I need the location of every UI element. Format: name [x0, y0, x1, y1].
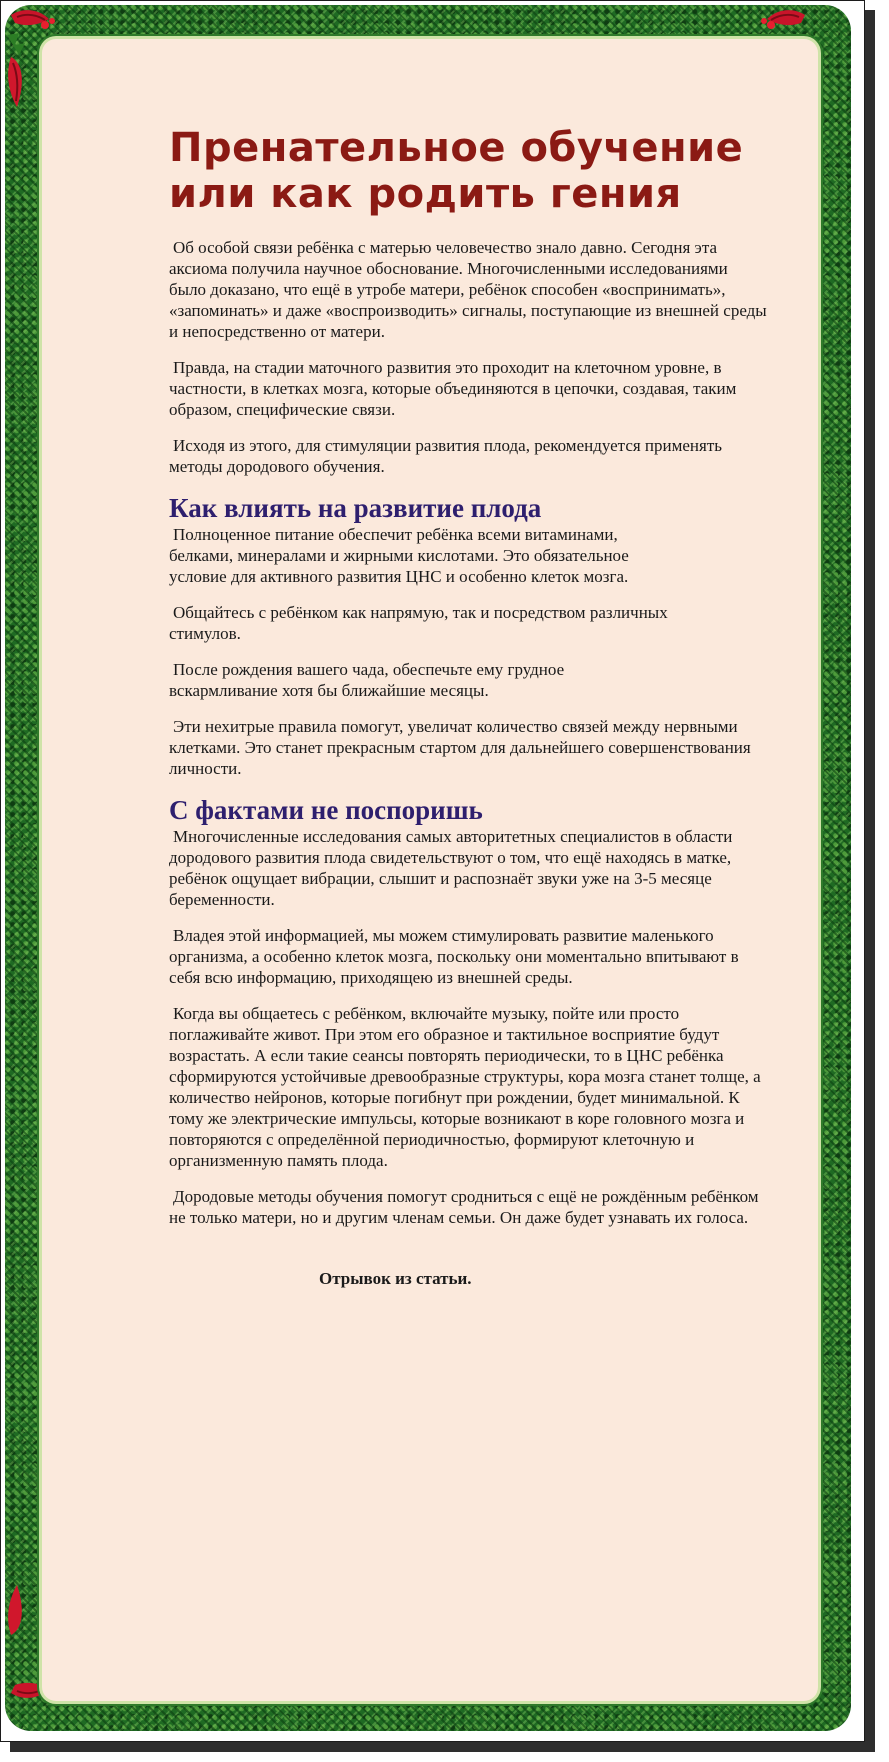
tip-item: Общайтесь с ребёнком как напрямую, так и посредством различных стимулов. — [169, 603, 668, 643]
section-heading: С фактами не поспоришь — [169, 795, 483, 825]
body-paragraph: Многочисленные исследования самых авторитетных специалистов в области дородового развития плода свидетельствуют о том, что ещё находясь в матке, ребёнок ощущает вибрации, слышит и распознаёт звуки уже на 3-5 месяце беременности. — [169, 827, 733, 909]
source-note: Отрывок из статьи. — [319, 1269, 472, 1288]
body-paragraph: Владея этой информацией, мы можем стимулировать развитие маленького организма, а особенно клеток мозга, поскольку они моментально впитывают в себя всю информацию, приходящею из внешней среды. — [169, 926, 739, 987]
intro-paragraph: Об особой связи ребёнка с матерью человечество знало давно. Сегодня эта аксиома получила научное обоснование. Многочисленными исследованиями было доказано, что ещё в утробе матери, ребёнок способен «воспринимать», «запоминать» и даже «воспроизводить» сигналы, поступающие из внешней среды и непосредственно от матери. — [169, 238, 767, 341]
intro-paragraph: Правда, на стадии маточного развития это проходит на клеточном уровне, в частности, в клетках мозга, которые объединяются в цепочки, создавая, таким образом, специфические связи. — [169, 358, 737, 419]
holly-leaf-icon — [3, 53, 43, 113]
intro-paragraph: Исходя из этого, для стимуляции развития плода, рекомендуется применять методы дородового обучения. — [169, 436, 723, 476]
holly-leaf-icon — [3, 1579, 43, 1639]
section-heading: Как влиять на развитие плода — [169, 493, 542, 523]
tip-item: После рождения вашего чада, обеспечьте ему грудное вскармливание хотя бы ближайшие месяцы. — [169, 660, 565, 700]
page-title — [169, 125, 769, 217]
page-title-line1: Пренательное обучение — [169, 125, 744, 171]
closing-paragraph: Эти нехитрые правила помогут, увеличат количество связей между нервными клетками. Это станет прекрасным стартом для дальнейшего совершенствования личности. — [169, 717, 751, 778]
page-title-line2: или как родить гения — [169, 171, 682, 217]
tip-item: Полноценное питание обеспечит ребёнка всеми витаминами, белками, минералами и жирными кислотами. Это обязательное условие для активного развития ЦНС и особенно клеток мозга. — [169, 525, 629, 586]
article — [169, 125, 769, 1289]
body-paragraph: Когда вы общаетесь с ребёнком, включайте музыку, пойте или просто поглаживайте живот. При этом его образное и тактильное восприятие будут возрастать. А если такие сеансы повторять периодически, то в ЦНС ребёнка сформируются устойчивые древообразные структуры, кора мозга станет толще, а количество нейронов, которые погибнут при рождении, будет минимальной. К тому же электрические импульсы, которые возникают в коре головного мозга и повторяются с определённой периодичностью, формируют клеточную и организменную память плода. — [169, 1004, 761, 1170]
body-paragraph: Дородовые методы обучения помогут сродниться с ещё не рождённым ребёнком не только матери, но и другим членам семьи. Он даже будет узнавать их голоса. — [169, 1187, 759, 1227]
